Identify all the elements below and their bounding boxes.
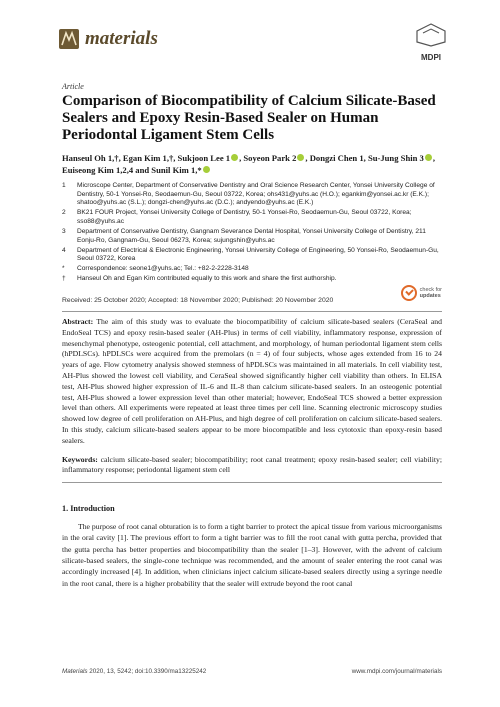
authors-segment: , Soyeon Park 2 — [239, 153, 297, 163]
affiliations — [62, 182, 442, 284]
authors-segment: , Euiseong Kim 1,2,4 — [62, 153, 435, 175]
journal-logo — [58, 28, 158, 50]
affiliation-text: BK21 FOUR Project, Yonsei University College of Dentistry, 50-1 Yonsei-Ro, Seodaemun-Gu, Seoul 03722, Korea; sso88@yuhs.ac — [77, 209, 412, 225]
article-body — [62, 82, 442, 589]
authors-segment: Hanseul Oh 1,†, Egan Kim 1,†, Sukjoon Lee 1 — [62, 153, 231, 163]
page-footer — [62, 668, 442, 675]
orcid-icon[interactable] — [231, 154, 238, 161]
affiliation-number: 2 — [62, 209, 66, 217]
mdpi-logo — [414, 23, 448, 62]
journal-url[interactable]: www.mdpi.com/journal/materials — [351, 668, 442, 675]
abstract — [62, 317, 442, 447]
journal-emblem-icon — [58, 28, 80, 50]
keywords — [62, 455, 442, 477]
check-updates-line: updates — [419, 293, 441, 300]
check-updates-icon — [401, 285, 417, 301]
authors-segment: , Dongzi Chen 1, Su-Jung Shin 3 — [305, 153, 424, 163]
orcid-icon[interactable] — [203, 166, 210, 173]
affiliation-item — [62, 247, 442, 264]
divider — [62, 311, 442, 312]
article-type: Article — [62, 82, 84, 91]
equal-contribution-note: Hanseul Oh and Egan Kim contributed equally to this work and share the first authorship. — [77, 275, 337, 283]
citation — [62, 668, 206, 675]
citation-details: 2020, 13, 5242; doi:10.3390/ma13225242 — [87, 668, 207, 675]
page-header — [58, 23, 448, 63]
publisher-name: MDPI — [421, 53, 441, 62]
affiliation-text: Department of Electrical & Electronic Engineering, Yonsei University College of Engineering, 50 Yonsei-Ro, Seodaemun-Gu, Seoul 03722, Korea — [77, 246, 439, 263]
affiliation-item — [62, 275, 442, 284]
affiliation-text: Department of Conservative Dentistry, Gangnam Severance Dental Hospital, Yonsei University College of Dentistry, 211 Eonju-Ro, Gangnam-Gu, Seoul 06273, Korea; sujungshin@yuhs.ac — [77, 227, 426, 244]
journal-name: materials — [85, 28, 158, 49]
check-updates-label — [420, 287, 442, 299]
abstract-label: Abstract: — [62, 317, 94, 327]
check-updates-line: check for — [419, 287, 442, 294]
keywords-text: calcium silicate-based sealer; biocompatibility; root canal treatment; epoxy resin-based sealer; cell viability; inflammatory response; periodontal ligament stem cell — [62, 454, 443, 475]
affiliation-item — [62, 182, 442, 208]
affiliation-number: † — [62, 275, 66, 283]
affiliation-item — [62, 265, 442, 274]
affiliation-number: 4 — [62, 246, 66, 254]
affiliation-number: 1 — [62, 182, 66, 189]
publication-dates — [62, 287, 442, 305]
introduction-paragraph: The purpose of root canal obturation is to form a tight barrier to protect the apical tissue from various microorganisms in the oral cavity [1]. The previous effort to form a tight barrier was to fill the root canal with gutta percha, provided that the gutta percha has better properties and biocompatibility than the sealer [1–3]. However, with the advent of calcium silicate-based sealers, the single-cone technique was recommended, and the amount of sealer entering the root canal was accordingly increased [4]. In addition, when clinicians inject calcium silicate-based sealers directly using a syringe needle in the root canal, there is a higher probability that the sealer will extrude beyond the root canal — [62, 522, 442, 588]
dates-text: Received: 25 October 2020; Accepted: 18 November 2020; Published: 20 November 2020 — [62, 297, 334, 305]
keywords-label: Keywords: — [62, 454, 98, 464]
article-title: Comparison of Biocompatibility of Calcium Silicate-Based Sealers and Epoxy Resin-Based Sealer on Human Periodontal Ligament Stem Cells — [62, 93, 436, 143]
check-for-updates-badge[interactable] — [401, 285, 442, 301]
abstract-text: The aim of this study was to evaluate the biocompatibility of calcium silicate-based sealers (CeraSeal and EndoSeal TCS) and epoxy resin-based sealer (AH-Plus) in terms of cell viability, inflammatory response, expression of mesenchymal phenotype, osteogenic potential, cell attachment, and morphology, of human periodontal ligament stem cells (hPDLSCs). hPDLSCs were acquired from the premolars (n = 4) of four subjects, whose ages extended from 16 to 24 years of age. Flow cytometry analysis showed stemness of hPDLSCs was maintained in all materials. In cell viability test, AH-Plus showed the lowest cell viability, and CeraSeal showed significantly higher cell viability than others. In ELISA test, AH-Plus showed higher expression of IL-6 and IL-8 than calcium silicate-based sealers. In an osteogenic potential test, AH-Plus showed a lower expression level than other material; however, EndoSeal TCS showed a better expression level than others. All experiments were repeated at least three times per cell line. Scanning electronic microscopy studies showed low degree of cell proliferation on AH-Plus, and high degree of cell proliferation on calcium silicate-based sealers. In this study, calcium silicate-based sealers appear to be more biocompatible and less cytotoxic than epoxy-resin based sealers. — [62, 317, 442, 445]
mdpi-emblem-icon — [414, 23, 448, 47]
affiliation-item — [62, 209, 442, 226]
author-list — [62, 153, 442, 176]
orcid-icon[interactable] — [425, 154, 432, 161]
affiliation-item — [62, 228, 442, 245]
section-heading: 1. Introduction — [62, 504, 115, 514]
authors-segment: and Sunil Kim 1,* — [133, 164, 202, 175]
affiliation-number: 3 — [62, 227, 66, 235]
citation-journal: Materials — [62, 668, 88, 675]
affiliation-text: Microscope Center, Department of Conservative Dentistry and Oral Science Research Center, Yonsei University College of Dentistry, 50-1 Yonsei-Ro, Seodaemun-Gu, Seoul 03722, Korea; ohs431@yuhs.ac (H.O.); egankim@yonsei.ac.kr (E.K.); shatoo@yuhs.ac (S.L.); dongzi-chen@yuhs.ac (D.C.); andyendo@yuhs.ac (E.K.) — [77, 182, 435, 207]
affiliation-number: * — [62, 265, 65, 273]
divider — [62, 482, 442, 483]
correspondence-text: Correspondence: seone1@yuhs.ac; Tel.: +82-2-2228-3148 — [77, 265, 249, 273]
orcid-icon[interactable] — [297, 154, 304, 161]
